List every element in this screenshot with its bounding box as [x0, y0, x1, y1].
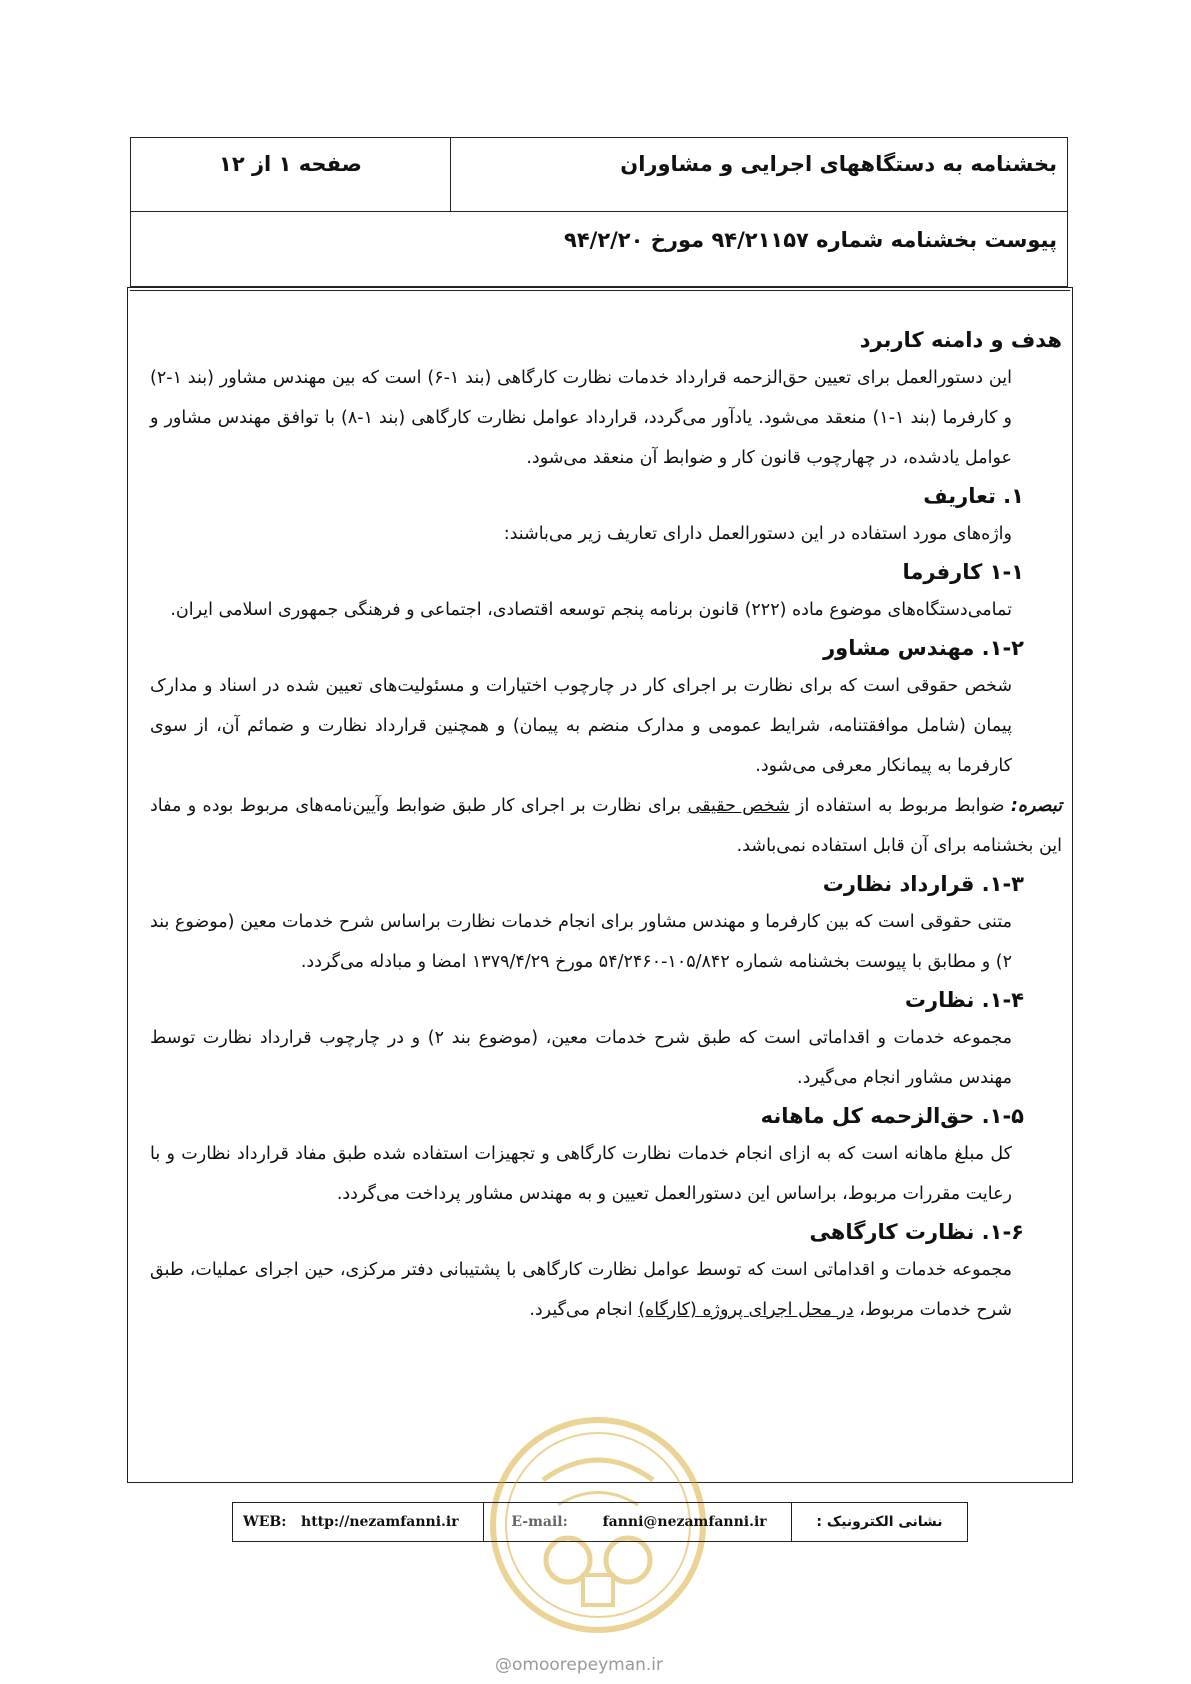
heading-site-supervision: ۱-۶. نظارت کارگاهی	[809, 1220, 1024, 1244]
text-site-supervision	[150, 1250, 1012, 1330]
text-supervision: مجموعه خدمات و اقداماتی است که طبق شرح خدمات معین، (موضوع بند ۲) و در چارچوب قرارداد نظارت توسط مهندس مشاور انجام می‌گیرد.	[150, 1028, 1012, 1088]
note-paragraph	[150, 786, 1062, 866]
text-employer: تمامی‌دستگاه‌های موضوع ماده (۲۲۲) قانون برنامه پنجم توسعه اقتصادی، اجتماعی و فرهنگی جمهوری اسلامی ایران.	[170, 600, 1012, 620]
heading-consultant: ۱-۲. مهندس مشاور	[823, 636, 1024, 660]
note-underlined: شخص حقیقی	[687, 796, 790, 816]
note-text-before: ضوابط مربوط به استفاده از	[789, 796, 1011, 816]
document-title: بخشنامه به دستگاههای اجرایی و مشاوران	[620, 152, 1057, 176]
document-header	[130, 137, 1068, 287]
note-text-after: برای نظارت بر اجرای کار طبق ضوابط وآیین‌نامه‌های مربوط بوده و مفاد این بخشنامه برای آن قابل استفاده نمی‌باشد.	[150, 796, 1062, 856]
text-supervision-contract: متنی حقوقی است که بین کارفرما و مهندس مشاور برای انجام خدمات نظارت براساس شرح خدمات معین (موضوع بند ۲) و مطابق با پیوست بخشنامه شماره ۱۰۵/۸۴۲-۵۴/۲۴۶۰ مورخ ۱۳۷۹/۴/۲۹ امضا و مبادله می‌گردد.	[150, 912, 1012, 972]
text-monthly-fee: کل مبلغ ماهانه است که به ازای انجام خدمات نظارت کارگاهی و تجهیزات استفاده شده طبق مفاد قرارداد نظارت و با رعایت مقررات مربوط، براساس این دستورالعمل تعیین و به مهندس مشاور پرداخت می‌گردد.	[150, 1144, 1012, 1204]
email-label: E-mail:	[511, 1514, 568, 1530]
page-number: صفحه ۱ از ۱۲	[131, 138, 451, 211]
site-text-before: مجموعه خدمات و اقداماتی است که توسط عوامل نظارت کارگاهی با پشتیبانی دفتر مرکزی، حین اجرای عملیات، طبق شرح خدمات مربوط،	[150, 1260, 1012, 1320]
site-underlined: در محل اجرای پروژه (کارگاه)	[638, 1300, 854, 1320]
watermark-site: @omoorepeyman.ir	[495, 1655, 664, 1675]
heading-employer: ۱-۱ کارفرما	[902, 560, 1024, 584]
site-text-after: انجام می‌گیرد.	[529, 1300, 639, 1320]
body-content	[150, 318, 1062, 1330]
web-link[interactable]: http://nezamfanni.ir	[301, 1514, 459, 1530]
heading-supervision: ۱-۴. نظارت	[904, 988, 1024, 1012]
footer-contact	[232, 1502, 968, 1542]
document-subtitle: پیوست بخشنامه شماره ۹۴/۲۱۱۵۷ مورخ ۹۴/۲/۲۰	[564, 228, 1057, 252]
web-label: WEB:	[243, 1514, 287, 1530]
heading-monthly-fee: ۱-۵. حق‌الزحمه کل ماهانه	[760, 1104, 1024, 1128]
document-body	[127, 287, 1073, 1483]
text-goal: این دستورالعمل برای تعیین حق‌الزحمه قرارداد خدمات نظارت کارگاهی (بند ۱-۶) است که بین مهندس مشاور (بند ۱-۲) و کارفرما (بند ۱-۱) منعقد می‌شود. یادآور می‌گردد، قرارداد عوامل نظارت کارگاهی (بند ۱-۸) با توافق مهندس مشاور و عوامل یادشده، در چهارچوب قانون کار و ضوابط آن منعقد می‌شود.	[150, 368, 1012, 468]
heading-goal: هدف و دامنه کاربرد	[859, 328, 1062, 352]
footer-label: نشانی الکترونیک :	[791, 1503, 967, 1541]
note-label: تبصره:	[1010, 796, 1062, 816]
text-consultant: شخص حقوقی است که برای نظارت بر اجرای کار در چارچوب اختیارات و مسئولیت‌های تعیین شده در اسناد و مدارک پیمان (شامل موافقتنامه، شرایط عمومی و مدارک منضم به پیمان) و همچنین قرارداد نظارت و ضمائم آن، از سوی کارفرما به پیمانکار معرفی می‌شود.	[150, 676, 1012, 776]
header-row-top	[131, 138, 1067, 212]
heading-supervision-contract: ۱-۳. قرارداد نظارت	[822, 872, 1024, 896]
email-link[interactable]: fanni@nezamfanni.ir	[602, 1514, 767, 1530]
text-definitions: واژه‌های مورد استفاده در این دستورالعمل دارای تعاریف زیر می‌باشند:	[503, 524, 1012, 544]
footer-web-cell	[243, 1503, 459, 1541]
footer-email-cell	[483, 1503, 794, 1541]
heading-definitions: ۱. تعاریف	[923, 484, 1024, 508]
